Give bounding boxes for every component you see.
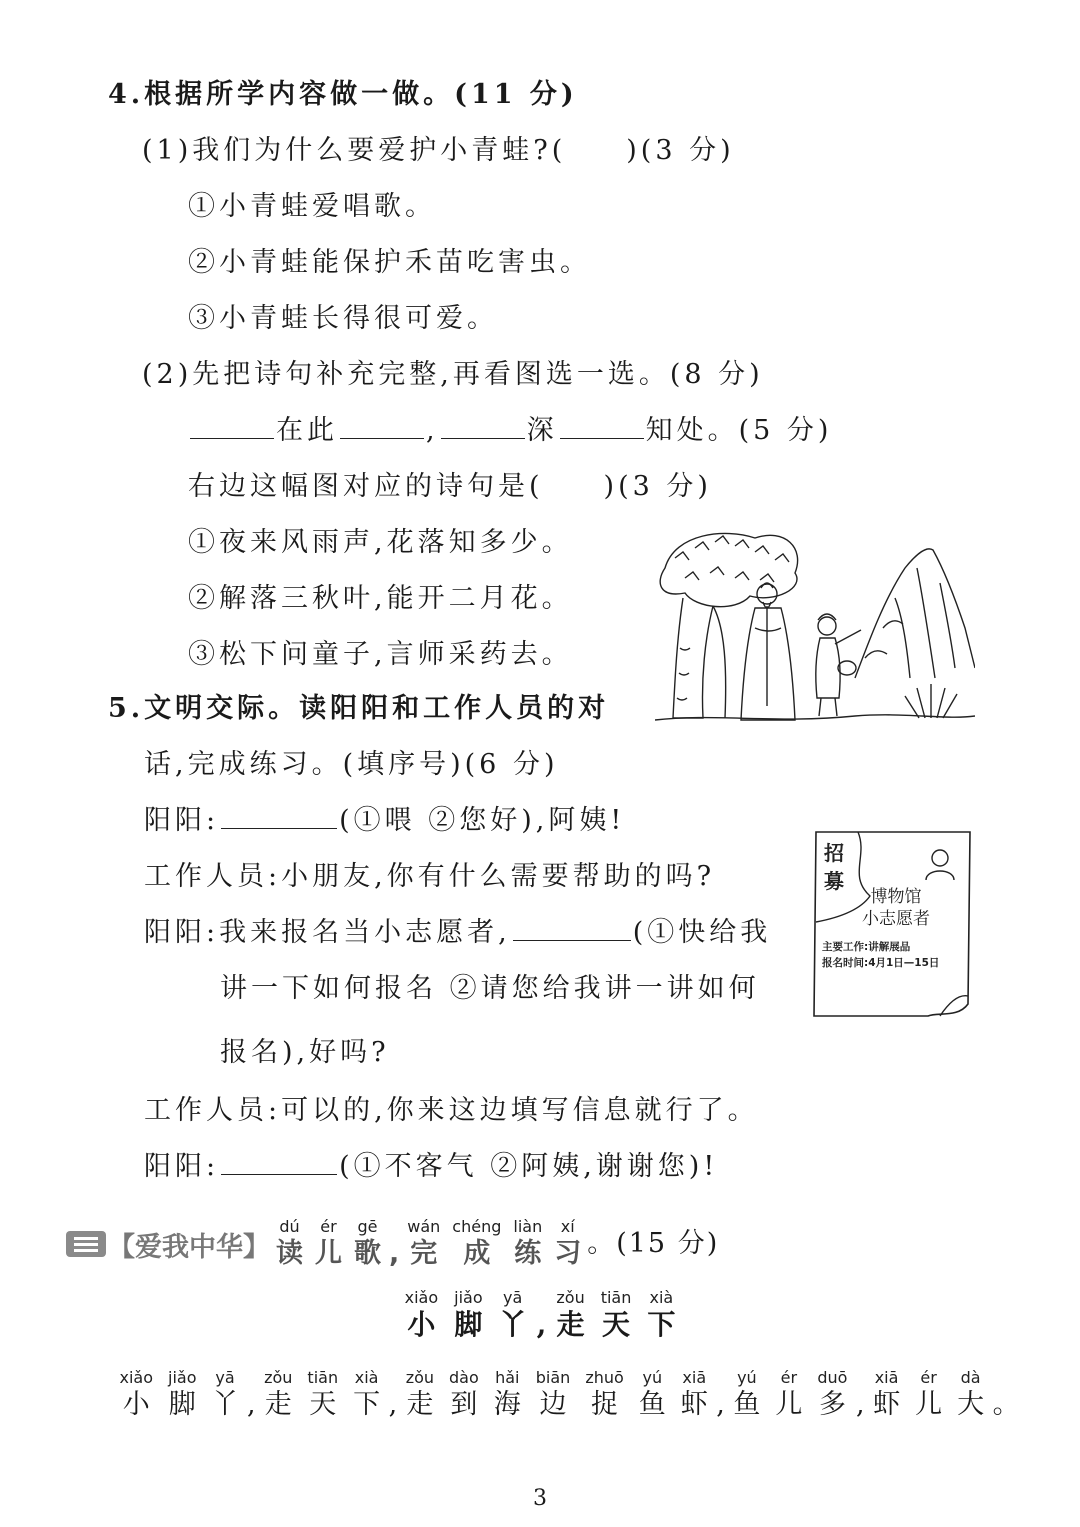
pinyin-char — [354, 1217, 381, 1271]
pinyin: xiǎo — [119, 1368, 154, 1387]
hanzi: 鱼 — [733, 1389, 761, 1420]
q4-part2-stem: (2)先把诗句补充完整,再看图选一选。(8 分) — [142, 359, 764, 390]
pinyin-char — [353, 1368, 380, 1422]
section3-score: 。(15 分) — [587, 1228, 720, 1259]
poster-title-2: 小志愿者 — [862, 909, 930, 929]
hanzi: 捉 — [591, 1389, 619, 1420]
pinyin-char — [681, 1368, 708, 1422]
pinyin: dào — [449, 1368, 479, 1387]
speaker-yangyang: 阳阳: — [144, 805, 220, 836]
pinyin: liàn — [513, 1217, 543, 1236]
hanzi: 丫 — [211, 1389, 239, 1420]
hanzi: 大 — [957, 1389, 985, 1420]
pinyin: xià — [354, 1368, 379, 1387]
hanzi: 脚 — [168, 1389, 196, 1420]
pinyin-char — [406, 1368, 434, 1422]
pinyin: gē — [357, 1217, 378, 1236]
poem-seg-3: 深 — [526, 415, 558, 446]
hanzi: 歌 — [354, 1238, 381, 1269]
pinyin: dú — [279, 1217, 300, 1236]
hanzi: 儿 — [315, 1238, 342, 1269]
pinyin-char — [315, 1217, 342, 1271]
hanzi: , — [388, 1389, 398, 1420]
q4-part2-score: )(3 分) — [603, 471, 712, 502]
q4-part1-option: ③小青蛙长得很可爱。 — [188, 303, 498, 334]
hanzi: 下 — [353, 1389, 381, 1420]
pinyin: yú — [642, 1368, 663, 1387]
pinyin: tiān — [600, 1288, 632, 1307]
pinyin: hǎi — [495, 1368, 520, 1387]
poem-seg-2: , — [426, 415, 439, 446]
hanzi: 脚 — [454, 1308, 483, 1341]
hanzi: 鱼 — [638, 1389, 666, 1420]
pinyin: dà — [960, 1368, 981, 1387]
hanzi: 读 — [276, 1238, 303, 1269]
pinyin: zhuō — [585, 1368, 624, 1387]
hanzi: 走 — [406, 1389, 434, 1420]
hanzi: 丫 — [498, 1308, 527, 1341]
hanzi: 走 — [556, 1308, 585, 1341]
q4-part1-stem — [142, 134, 735, 168]
pinyin-char — [647, 1288, 675, 1342]
pinyin: wán — [407, 1217, 441, 1236]
q4-part1-option: ①小青蛙爱唱歌。 — [188, 191, 436, 222]
pinyin-char — [264, 1368, 292, 1422]
poem-blank-1[interactable] — [190, 436, 274, 439]
pinyin-char — [957, 1368, 984, 1422]
section3-title — [270, 1217, 587, 1271]
pinyin: ér — [320, 1217, 337, 1236]
pinyin-char — [389, 1368, 398, 1422]
pinyin: jiǎo — [168, 1368, 197, 1387]
pinyin-char — [775, 1368, 802, 1422]
pinyin-char — [716, 1368, 725, 1422]
pinyin: yā — [215, 1368, 235, 1387]
pinyin: yú — [737, 1368, 757, 1387]
hanzi: 下 — [647, 1308, 676, 1341]
dialogue-line-5 — [144, 1150, 718, 1184]
dialogue-blank-1[interactable] — [221, 826, 337, 829]
dialogue-line-3 — [144, 916, 771, 950]
recruitment-poster — [808, 826, 978, 1022]
poem-blank-2[interactable] — [340, 436, 424, 439]
pinyin: zǒu — [556, 1288, 585, 1307]
hanzi: 成 — [463, 1238, 491, 1269]
q4-part2-option: ①夜来风雨声,花落知多少。 — [188, 527, 573, 558]
pinyin-char — [452, 1217, 501, 1271]
pinyin: xí — [560, 1217, 575, 1236]
hanzi: , — [855, 1389, 865, 1420]
pinyin: xiǎo — [404, 1288, 439, 1307]
pinyin: ér — [920, 1368, 937, 1387]
q4-poem-fill-line — [188, 414, 832, 448]
hanzi: 天 — [309, 1389, 337, 1420]
pinyin-char — [817, 1368, 847, 1422]
pinyin: xiā — [682, 1368, 707, 1387]
pinyin: xià — [649, 1288, 674, 1307]
hanzi: 天 — [602, 1308, 631, 1341]
q4-title: 4.根据所学内容做一做。(11 分) — [108, 79, 578, 110]
section-number-badge-icon — [66, 1231, 106, 1257]
hanzi: 虾 — [680, 1389, 708, 1420]
pinyin-char — [168, 1368, 196, 1422]
page-number: 3 — [533, 1486, 547, 1511]
pinyin-char — [494, 1368, 521, 1422]
pinyin-char — [556, 1288, 584, 1342]
dialogue-blank-3[interactable] — [221, 1172, 337, 1175]
section3-header — [66, 1217, 720, 1269]
pinyin-char — [307, 1368, 338, 1422]
pinyin-char — [120, 1368, 154, 1422]
pinyin-char — [601, 1288, 632, 1342]
pinyin: xiā — [874, 1368, 899, 1387]
pinyin-char — [247, 1368, 256, 1422]
dialogue-line-4: 工作人员:可以的,你来这边填写信息就行了。 — [144, 1095, 759, 1126]
hanzi: 到 — [450, 1389, 478, 1420]
poster-char-1: 招 — [824, 841, 844, 865]
hanzi: , — [247, 1389, 256, 1420]
pinyin-char — [856, 1368, 865, 1422]
dialogue-line-3-cont: 讲一下如何报名 ②请您给我讲一讲如何 — [220, 973, 760, 1004]
hanzi: 虾 — [873, 1389, 901, 1420]
hanzi: 习 — [554, 1238, 582, 1269]
poem-blank-3[interactable] — [441, 436, 525, 439]
pinyin: chéng — [452, 1217, 502, 1236]
pinyin-char — [537, 1288, 547, 1342]
section-category: 【爱我中华】 — [108, 1231, 270, 1263]
pinyin-char — [536, 1368, 571, 1422]
pinyin-char — [733, 1368, 760, 1422]
pinyin-char — [513, 1217, 542, 1271]
dialogue-line-3-options: (①快给我 — [632, 917, 772, 948]
q4-part2-question-text: 右边这幅图对应的诗句是( — [188, 471, 544, 502]
pinyin-char — [585, 1368, 623, 1422]
pinyin-char — [212, 1368, 239, 1422]
q4-part1-option: ②小青蛙能保护禾苗吃害虫。 — [188, 247, 591, 278]
dialogue-line-1 — [144, 804, 625, 838]
hanzi: 小 — [407, 1308, 436, 1341]
dialogue-line-3-end: 报名),好吗? — [220, 1037, 390, 1068]
song-title — [0, 1288, 1080, 1342]
hanzi: 多 — [818, 1389, 846, 1420]
hanzi: 小 — [122, 1389, 150, 1420]
pinyin: tiān — [307, 1368, 339, 1387]
poster-char-2: 募 — [824, 869, 844, 893]
pinyin: zǒu — [264, 1368, 293, 1387]
hanzi: 海 — [493, 1389, 521, 1420]
poster-line-2: 报名时间:4月1日—15日 — [822, 957, 940, 969]
q4-part2-question — [188, 470, 712, 504]
q4-part2-option: ②解落三秋叶,能开二月花。 — [188, 583, 573, 614]
hanzi: 儿 — [915, 1389, 943, 1420]
dialogue-line-1-rest: (①喂 ②您好),阿姨! — [339, 805, 626, 836]
dialogue-line-3-text: 阳阳:我来报名当小志愿者, — [144, 917, 511, 948]
pinyin-char — [915, 1368, 942, 1422]
pinyin-char — [389, 1217, 399, 1271]
dialogue-line-5-rest: (①不客气 ②阿姨,谢谢您)! — [339, 1151, 719, 1182]
q4-part2-option: ③松下问童子,言师采药去。 — [188, 639, 573, 670]
pinyin: duō — [817, 1368, 848, 1387]
hanzi: 练 — [514, 1238, 542, 1269]
pinyin-char — [449, 1368, 479, 1422]
hanzi: 边 — [539, 1389, 567, 1420]
poem-seg-4: 知处。(5 分) — [645, 415, 833, 446]
poem-seg-1: 在此 — [276, 415, 338, 446]
speaker-yangyang: 阳阳: — [144, 1151, 220, 1182]
pinyin: zǒu — [405, 1368, 435, 1387]
song-line — [112, 1368, 1021, 1422]
pinyin: yā — [502, 1288, 523, 1307]
dialogue-line-2: 工作人员:小朋友,你有什么需要帮助的吗? — [144, 861, 716, 892]
q4-part1-stem-text: (1)我们为什么要爱护小青蛙?( — [142, 135, 567, 166]
pinyin-char — [993, 1368, 1020, 1422]
pinyin-char — [873, 1368, 900, 1422]
pinyin: biān — [535, 1368, 571, 1387]
hanzi: , — [389, 1238, 400, 1269]
q5-title-line1: 5.文明交际。读阳阳和工作人员的对 — [108, 693, 610, 724]
pinyin: jiǎo — [454, 1288, 483, 1307]
pinyin-char — [639, 1368, 666, 1422]
poem-blank-4[interactable] — [560, 436, 644, 439]
hanzi: 。 — [992, 1389, 1020, 1420]
pinyin-char — [454, 1288, 482, 1342]
hanzi: 走 — [264, 1389, 292, 1420]
hanzi: , — [716, 1389, 725, 1420]
hanzi: , — [536, 1308, 547, 1341]
pinyin-char — [407, 1217, 440, 1271]
pinyin-char — [405, 1288, 439, 1342]
dialogue-blank-2[interactable] — [513, 938, 631, 941]
poem-illustration — [655, 528, 975, 728]
hanzi: 儿 — [775, 1389, 803, 1420]
hanzi: 完 — [410, 1238, 438, 1269]
pinyin-char — [554, 1217, 581, 1271]
pinyin: ér — [780, 1368, 798, 1387]
q4-part1-score: )(3 分) — [626, 135, 735, 166]
poster-title-1: 博物馆 — [870, 887, 922, 907]
poster-line-1: 主要工作:讲解展品 — [822, 941, 911, 953]
q5-title-line2: 话,完成练习。(填序号)(6 分) — [144, 749, 559, 780]
pinyin-char — [499, 1288, 527, 1342]
pinyin-char — [276, 1217, 303, 1271]
